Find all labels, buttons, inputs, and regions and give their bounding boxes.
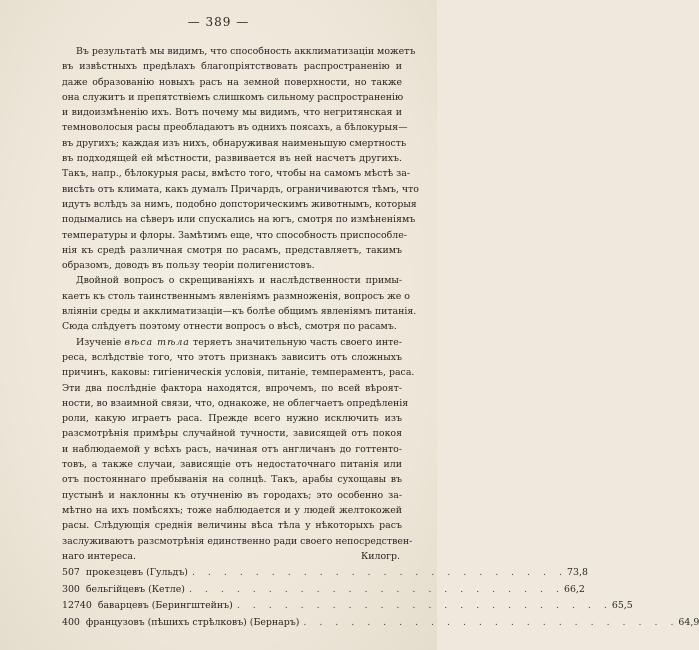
text-line: образомъ, доводъ въ пользу теоріи полигенистовъ. [62,260,315,272]
row-value: 66,2 [564,583,585,595]
text-line: расы. Слѣдующія среднія величины вѣса тѣла у нѣкоторыхъ расъ [62,520,402,532]
text-line: реса, вслѣдствіе того, что этотъ признакъ зависитъ отъ сложныхъ [62,351,402,363]
text-line: темноволосыя расы преобладаютъ въ однихъ поясахъ, а бѣлокурыя— [62,122,408,134]
dot-leader: . . . . . . . . . . . . . . . . . . . . . . . . [236,600,612,612]
row-value: 73,8 [567,567,588,579]
row-description: прокезцевъ (Гульдъ) [85,567,188,579]
dot-leader: . . . . . . . . . . . . . . . . . . . . . . . . [188,583,564,595]
text-line: Сюда слѣдуетъ поэтому отнести вопросъ о вѣсѣ, смотря по расамъ. [62,321,397,333]
row-count: 300 [62,583,80,595]
row-count: 507 [62,567,80,579]
text-line: пустынѣ и наклонны къ отучненію въ городахъ; это особенно за- [62,489,402,501]
text-line: вліяніи среды и акклиматизаціи—къ болѣе общимъ явленіямъ питанія. [62,306,417,318]
table-intro-line [62,549,402,564]
text-line: товъ, а также случаи, зависящіе отъ недостаточнаго питанія или [62,459,402,471]
emphasized-phrase: вѣса тѣла [124,336,190,348]
table-row [62,582,585,599]
row-description: французовъ (пѣшихъ стрѣлковъ) (Бернаръ) [85,616,300,628]
dot-leader: . . . . . . . . . . . . . . . . . . . . . . . . [191,567,568,579]
row-description: бельгійцевъ (Кетле) [85,583,185,595]
text-line: разсмотрѣнія примѣры случайной тучности, зависящей отъ покоя [62,428,402,440]
row-count: 12740 [62,600,92,612]
table-row [62,615,699,632]
text-line: висѣть отъ климата, какъ думалъ Причардъ, ограничиваются тѣмъ, что [62,183,419,195]
text-line: Въ результатѣ мы видимъ, что способность акклиматизаціи можетъ [76,46,416,57]
table-intro-text: наго интереса. [62,550,136,562]
text-line: въ извѣстныхъ предѣлахъ благопріятствовать распространенію и [62,61,402,73]
text-body [62,44,699,631]
text-line: ности, во взаимной связи, что, однакоже, не облегчаетъ опредѣленія [62,397,409,409]
text-line: Эти два послѣдніе фактора находятся, впрочемъ, по всей вѣроят- [62,382,402,394]
page-number: — 389 — [187,15,250,29]
text-line: заслуживаютъ разсмотрѣнія единственно ради своего непосредствен- [62,535,413,547]
table-row [62,565,588,582]
unit-header: Килогр. [361,550,400,562]
weight-table [62,565,699,631]
text-line: отъ постояннаго пребыванія на солнцѣ. Такъ, арабы сухощавы въ [62,474,402,486]
text-line: причинъ, каковы: гигіеническія условія, питаніе, темпераментъ, раса. [62,367,415,379]
table-row [62,598,633,615]
row-description: баварцевъ (Берингштейнъ) [97,600,233,612]
text-line: и видоизмѣненію ихъ. Вотъ почему мы видимъ, что негритянская и [62,107,402,119]
text-line: въ подходящей ей мѣстности, развивается въ ней насчетъ другихъ. [62,153,402,165]
paragraph-lines [62,44,419,549]
text-line: даже образованію новыхъ расъ на земной поверхности, но также [62,76,402,88]
row-value: 65,5 [611,600,633,612]
row-count: 400 [62,616,80,628]
text-line: въ другихъ; каждая изъ нихъ, обнаруживая наименьшую смертность [62,137,407,149]
text-line: мѣтно на ихъ помѣсяхъ; тоже наблюдается и у людей желтокожей [62,504,402,516]
text-line: каетъ къ столь таинственнымъ явленіямъ размноженія, вопросъ же о [62,290,410,302]
text-line: роли, какую играетъ раса. Прежде всего нужно исключить изъ [62,413,402,425]
text-line: Изученіе вѣса тѣла теряетъ значительную часть своего инте- [76,336,403,348]
text-line: нія къ средѣ различная смотря по расамъ, представляетъ, такимъ [62,244,402,256]
row-value: 64,9 [678,616,699,628]
text-line: Такъ, напр., бѣлокурыя расы, вмѣсто того, чтобы на самомъ мѣстѣ за- [62,168,411,180]
text-line: идутъ вслѣдъ за нимъ, подобно допсторическимъ животнымъ, которыя [62,198,417,210]
text-line: подымались на сѣверъ или спускались на югъ, смотря по измѣненіямъ [62,214,416,226]
dot-leader: . . . . . . . . . . . . . . . . . . . . . . . . [303,616,679,628]
text-line: температуры и флоры. Замѣтимъ еще, что способность приспособле- [62,229,407,241]
text-line: Двойной вопросъ о скрещиваніяхъ и наслѣдственности примы- [76,275,402,287]
text-line: и наблюдаемой у всѣхъ расъ, начиная отъ англичанъ до готтенто- [62,443,402,455]
text-line: она служитъ и препятствіемъ слишкомъ сильному распространенію [62,91,404,103]
